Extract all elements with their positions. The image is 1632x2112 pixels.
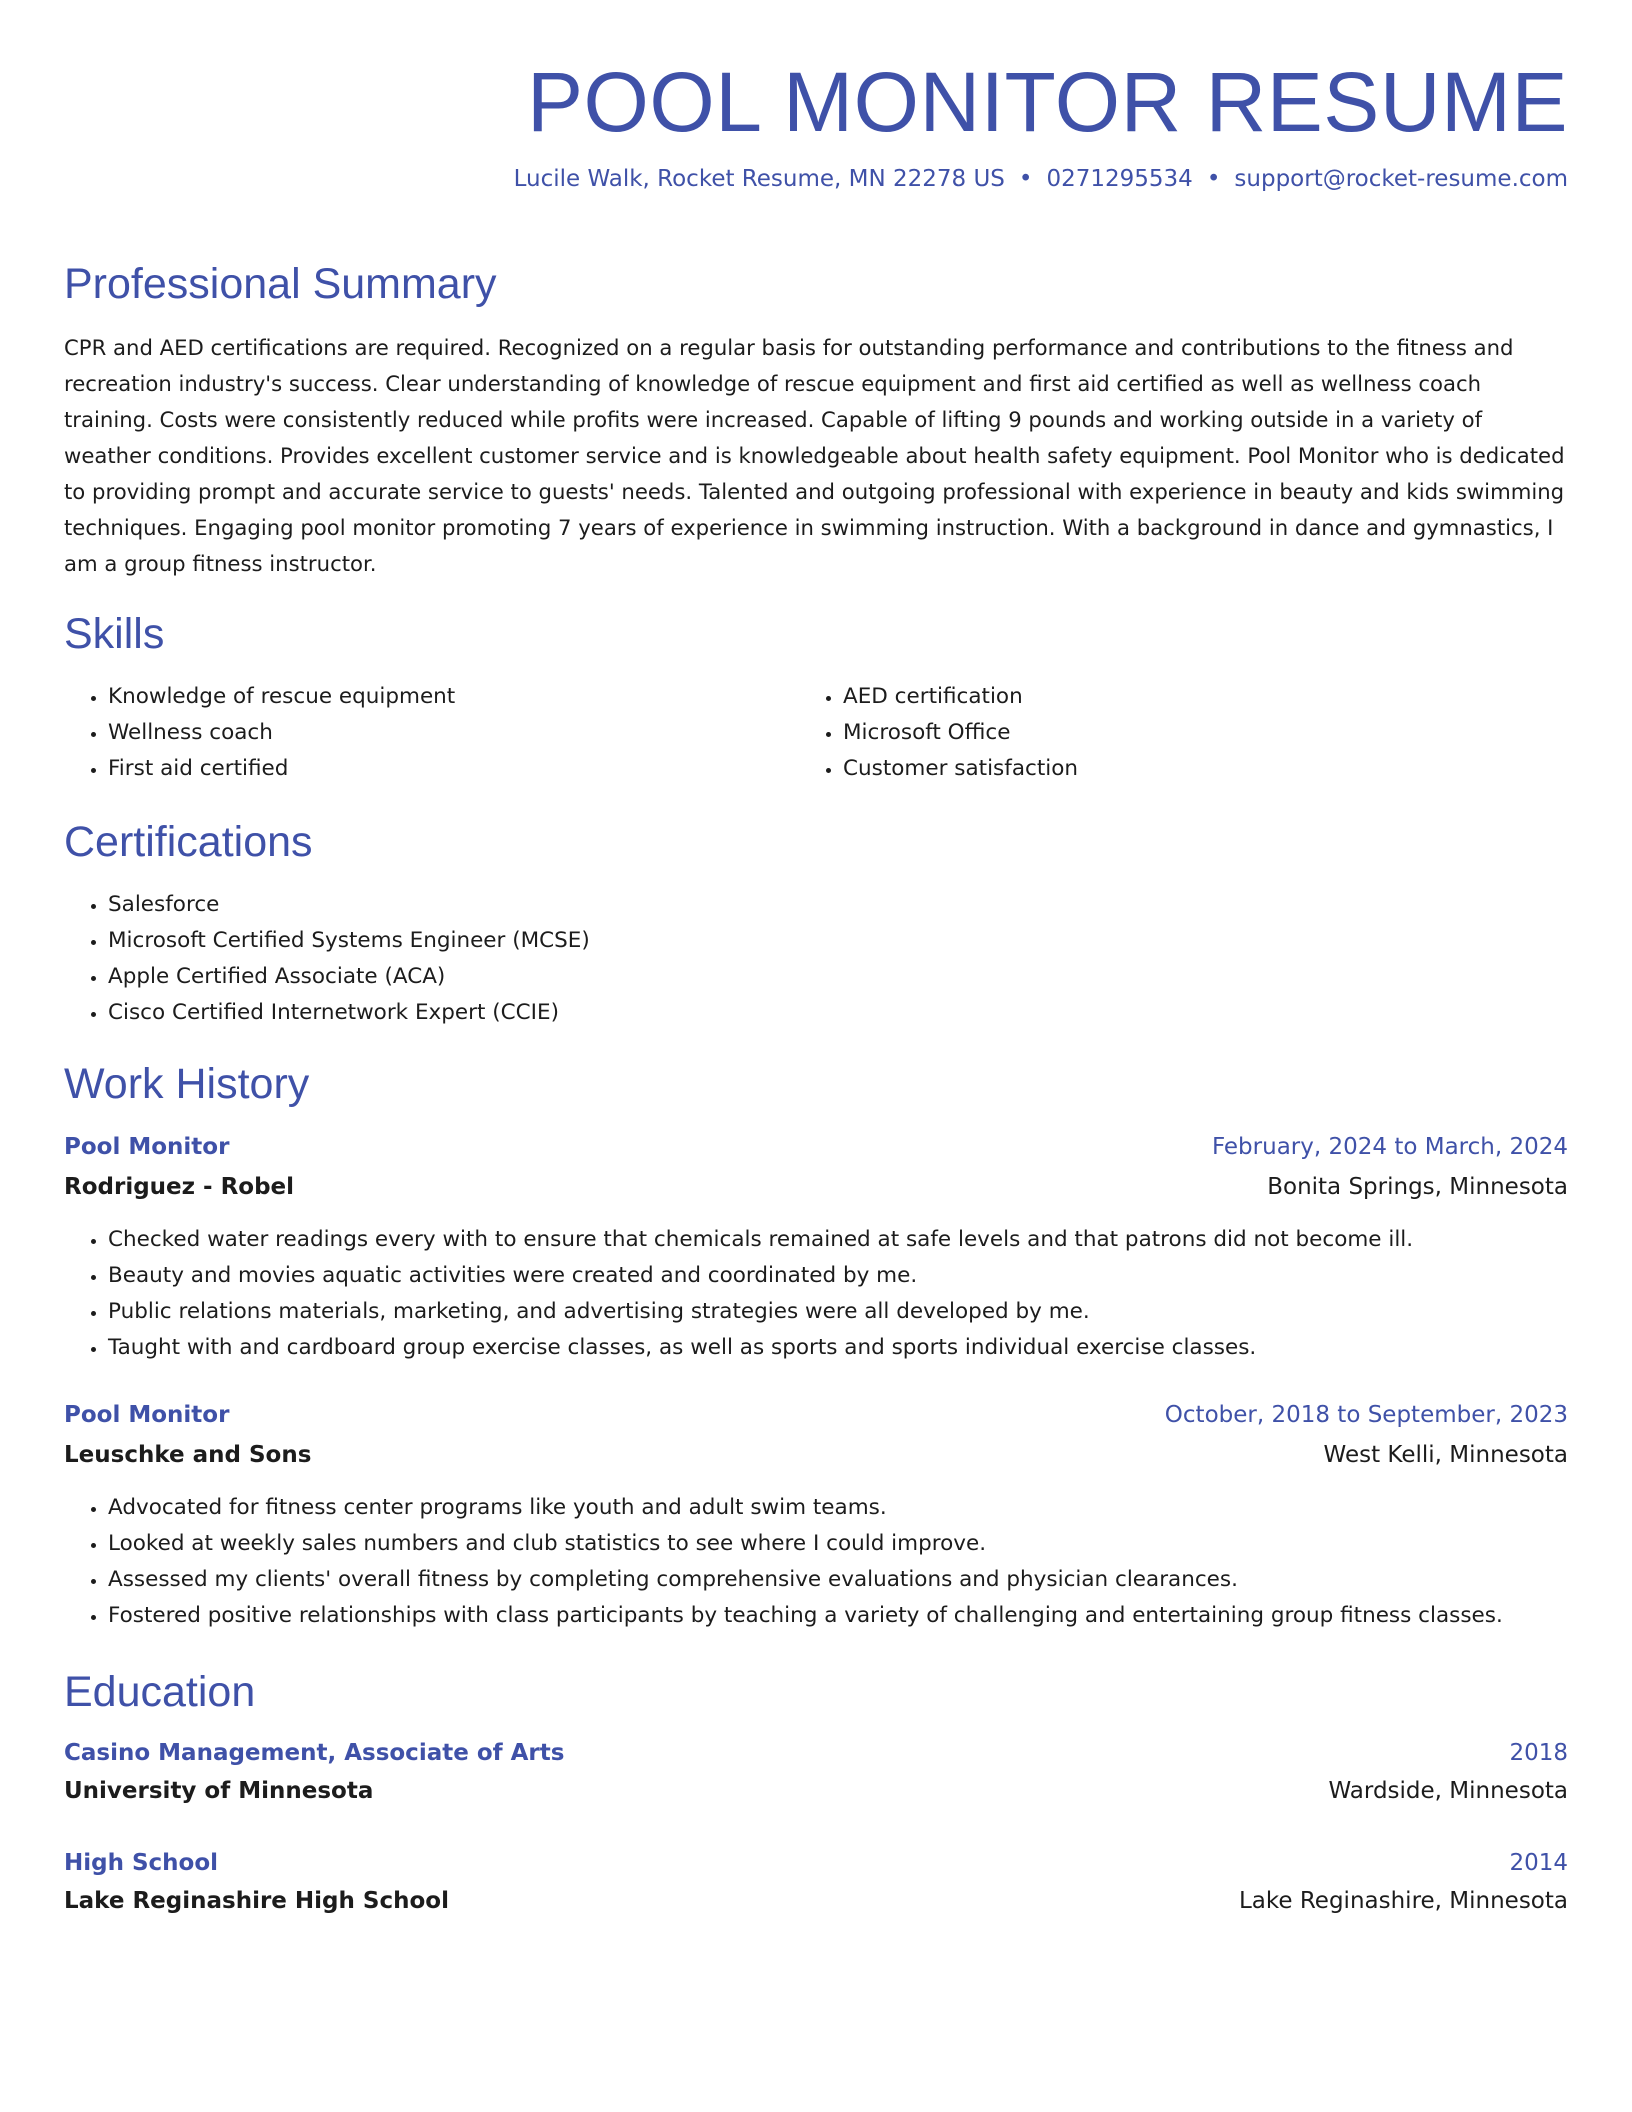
job-header-row xyxy=(64,1132,1568,1162)
education-year: 2014 xyxy=(1509,1850,1568,1876)
summary-text: CPR and AED certifications are required. Recognized on a regular basis for outstanding performance and contributions to the fitness and recreation industry's success. Clear understanding of knowledge of rescue equipment and first aid certified as well as wellness coach training. Costs were consistently reduced while profits were increased. Capable of lifting 9 pounds and working outside in a variety of weather conditions. Provides excellent customer service and is knowledgeable about health safety equipment. Pool Monitor who is dedicated to providing prompt and accurate service to guests' needs. Talented and outgoing professional with experience in beauty and kids swimming techniques. Engaging pool monitor promoting 7 years of experience in swimming instruction. With a background in dance and gymnastics, I am a group fitness instructor. xyxy=(64,335,1565,576)
job-title: Pool Monitor xyxy=(64,1402,230,1428)
job-company: Leuschke and Sons xyxy=(64,1442,312,1468)
certification-item: • Apple Certified Associate (ACA) xyxy=(108,959,590,995)
education-location: Lake Reginashire, Minnesota xyxy=(1238,1888,1568,1914)
education-header-row xyxy=(64,1848,1568,1878)
education-header-row xyxy=(64,1738,1568,1768)
job-bullets xyxy=(64,1490,1503,1634)
skills-heading: Skills xyxy=(64,610,165,658)
job-dates: February, 2024 to March, 2024 xyxy=(1211,1134,1568,1160)
contact-phone: 0271295534 xyxy=(1046,166,1193,192)
education-school: Lake Reginashire High School xyxy=(64,1888,449,1914)
education-degree: High School xyxy=(64,1850,219,1876)
job-company-row xyxy=(64,1172,1568,1202)
education-location: Wardside, Minnesota xyxy=(1328,1778,1568,1804)
skill-item: • Knowledge of rescue equipment xyxy=(108,679,455,715)
summary-heading: Professional Summary xyxy=(64,260,497,308)
contact-separator: • xyxy=(1206,166,1221,192)
skill-item: • AED certification xyxy=(843,679,1078,715)
job-header-row xyxy=(64,1400,1568,1430)
job-location: West Kelli, Minnesota xyxy=(1323,1442,1568,1468)
skills-list-right xyxy=(799,679,1078,787)
job-bullet: • Public relations materials, marketing, and advertising strategies were all developed by me. xyxy=(108,1294,1413,1330)
job-title: Pool Monitor xyxy=(64,1134,230,1160)
education-degree: Casino Management, Associate of Arts xyxy=(64,1740,565,1766)
job-bullet: • Checked water readings every with to ensure that chemicals remained at safe levels and that patrons did not become ill. xyxy=(108,1222,1413,1258)
certifications-list xyxy=(64,887,590,1031)
certification-item: • Microsoft Certified Systems Engineer (MCSE) xyxy=(108,923,590,959)
job-dates: October, 2018 to September, 2023 xyxy=(1164,1402,1568,1428)
job-bullet: • Taught with and cardboard group exercise classes, as well as sports and sports individual exercise classes. xyxy=(108,1330,1413,1366)
certification-item: • Cisco Certified Internetwork Expert (CCIE) xyxy=(108,995,590,1031)
job-location: Bonita Springs, Minnesota xyxy=(1267,1174,1568,1200)
certifications-heading: Certifications xyxy=(64,818,313,866)
education-school: University of Minnesota xyxy=(64,1778,374,1804)
job-company: Rodriguez - Robel xyxy=(64,1174,295,1200)
education-heading: Education xyxy=(64,1668,256,1716)
job-bullet: • Looked at weekly sales numbers and club statistics to see where I could improve. xyxy=(108,1526,1503,1562)
skill-item: • Wellness coach xyxy=(108,715,455,751)
skills-list-left xyxy=(64,679,455,787)
education-school-row xyxy=(64,1776,1568,1806)
work-history-heading: Work History xyxy=(64,1060,310,1108)
contact-email[interactable]: support@rocket-resume.com xyxy=(1234,166,1568,192)
certification-item: • Salesforce xyxy=(108,887,590,923)
contact-line xyxy=(514,164,1568,194)
resume-title: POOL MONITOR RESUME xyxy=(527,55,1568,149)
job-bullet: • Beauty and movies aquatic activities were created and coordinated by me. xyxy=(108,1258,1413,1294)
contact-address: Lucile Walk, Rocket Resume, MN 22278 US xyxy=(513,166,1005,192)
job-bullet: • Advocated for fitness center programs like youth and adult swim teams. xyxy=(108,1490,1503,1526)
job-bullet: • Assessed my clients' overall fitness by completing comprehensive evaluations and physician clearances. xyxy=(108,1562,1503,1598)
education-year: 2018 xyxy=(1509,1740,1568,1766)
job-bullet: • Fostered positive relationships with class participants by teaching a variety of challenging and entertaining group fitness classes. xyxy=(108,1598,1503,1634)
skill-item: • First aid certified xyxy=(108,751,455,787)
skill-item: • Microsoft Office xyxy=(843,715,1078,751)
job-company-row xyxy=(64,1440,1568,1470)
education-school-row xyxy=(64,1886,1568,1916)
contact-separator: • xyxy=(1018,166,1033,192)
skill-item: • Customer satisfaction xyxy=(843,751,1078,787)
job-bullets xyxy=(64,1222,1413,1366)
